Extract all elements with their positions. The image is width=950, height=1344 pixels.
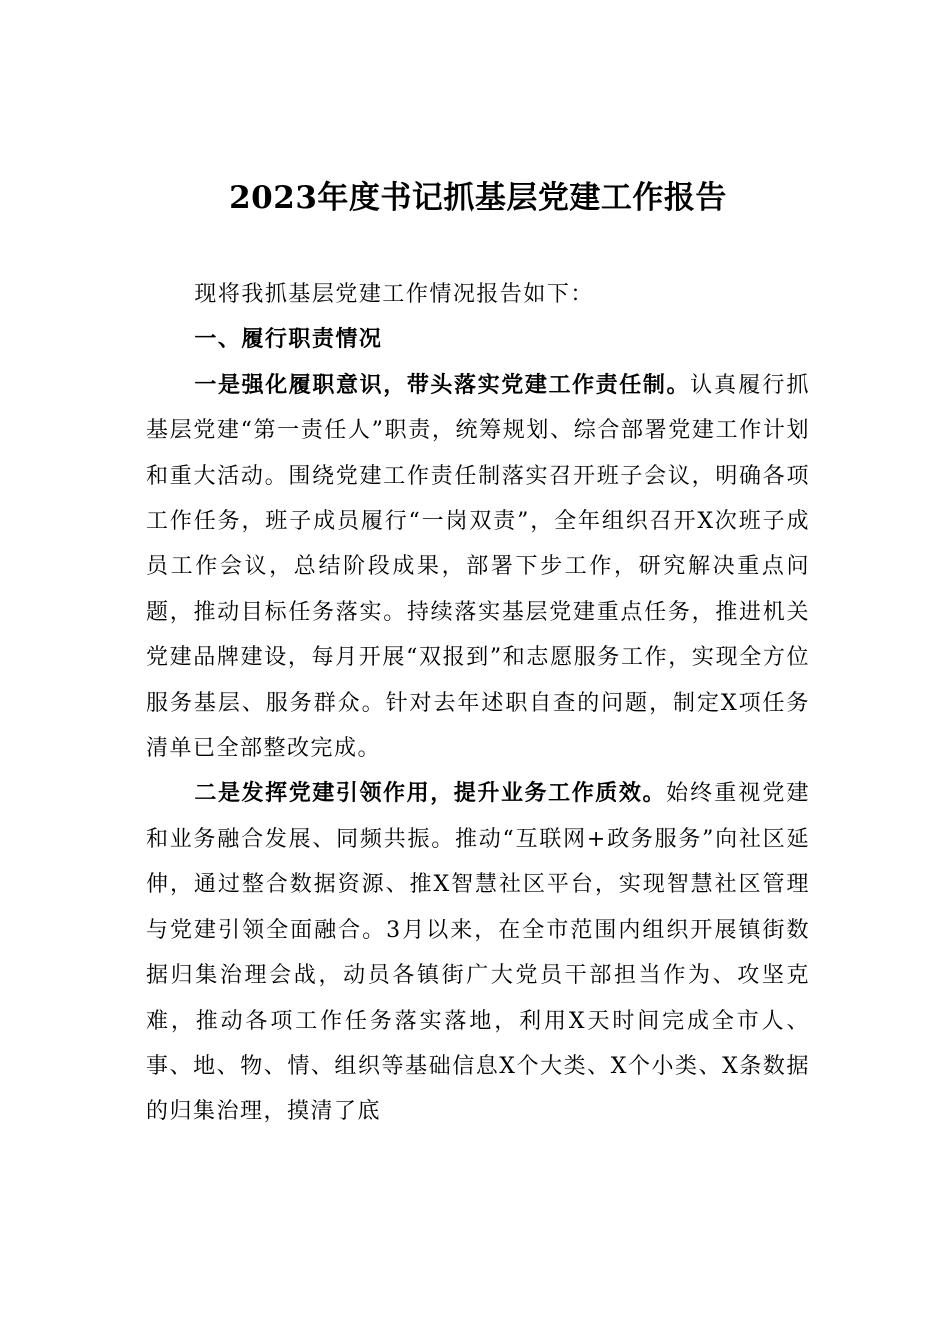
paragraph-1 (146, 363, 810, 772)
paragraph-2-lead: 二是发挥党建引领作用，提升业务工作质效。 (194, 780, 667, 807)
intro-paragraph: 现将我抓基层党建工作情况报告如下： (194, 282, 594, 307)
paragraph-2-text: 始终重视党建和业务融合发展、同频共振。推动“互联网+政务服务”向社区延伸，通过整合数据资源、推X智慧社区平台，实现智慧社区管理与党建引领全面融合。3月以来，在全市范围内组织开展镇街数据归集治理会战，动员各镇街广大党员干部担当作为、攻坚克难，推动各项工作任务落实落地，利用X天时间完成全市人、事、地、物、情、组织等基础信息X个大类、X个小类、X条数据的归集治理，摸清了底 (146, 781, 810, 1125)
document-body (146, 272, 810, 1135)
paragraph-1-text: 认真履行抓基层党建“第一责任人”职责，统筹规划、综合部署党建工作计划和重大活动。围绕党建工作责任制落实召开班子会议，明确各项工作任务，班子成员履行“一岗双责”，全年组织召开X次班子成员工作会议，总结阶段成果，部署下步工作，研究解决重点问题，推动目标任务落实。持续落实基层党建重点任务，推进机关党建品牌建设，每月开展“双报到”和志愿服务工作，实现全方位服务基层、服务群众。针对去年述职自查的问题，制定X项任务清单已全部整改完成。 (146, 372, 810, 762)
paragraph-2 (146, 771, 810, 1134)
paragraph-1-lead: 一是强化履职意识，带头落实党建工作责任制。 (194, 371, 691, 398)
document-title: 2023年度书记抓基层党建工作报告 (229, 180, 727, 216)
section-heading: 一、履行职责情况 (194, 326, 383, 353)
